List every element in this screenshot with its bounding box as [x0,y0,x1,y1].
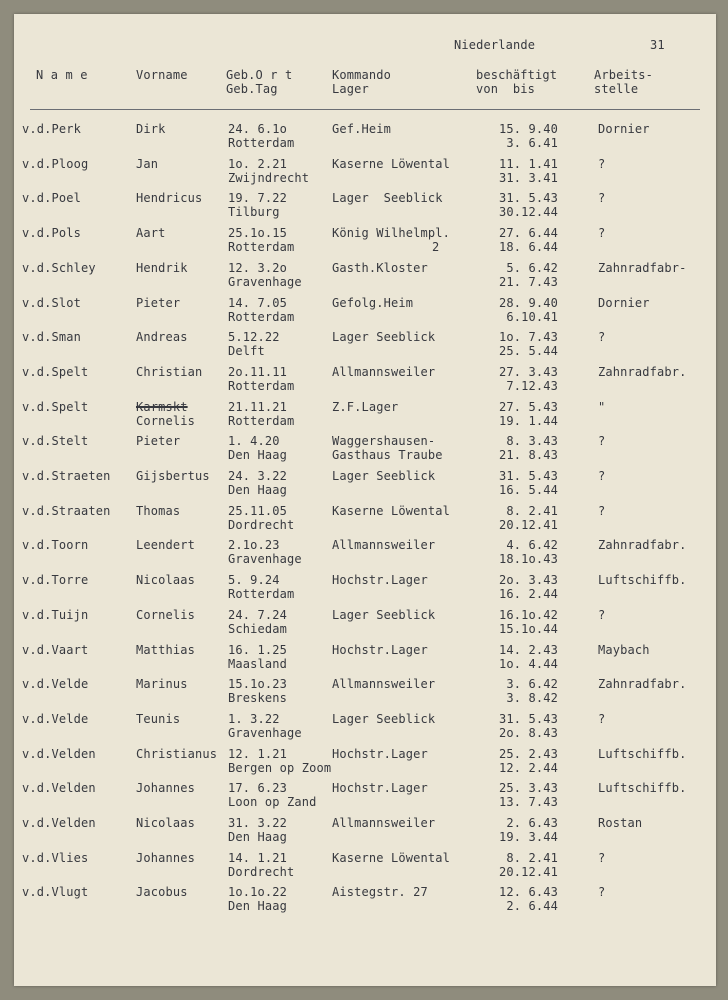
employed-from: 27. 3.43 [499,365,558,379]
column-header-vorname: Vorname [136,68,188,82]
workplace: Luftschiffb. [598,781,687,795]
birth-place: Rotterdam [228,310,295,324]
birth-place: Gravenhage [228,726,302,740]
person-firstname: Johannes [136,851,195,865]
birth-place: Maasland [228,657,287,671]
column-header-lager: Lager [332,82,369,96]
person-firstname: Pieter [136,296,181,310]
workplace: ? [598,851,606,865]
employed-until: 18. 6.44 [499,240,558,254]
kommando-lager: Lager Seeblick [332,191,443,205]
person-firstname: Nicolaas [136,816,195,830]
employed-until: 2o. 8.43 [499,726,558,740]
person-surname: v.d.Pols [22,226,81,240]
page-header: Niederlande [454,38,536,52]
employed-from: 31. 5.43 [499,712,558,726]
person-firstname: Teunis [136,712,181,726]
birth-place: Rotterdam [228,587,295,601]
kommando-lager-line2: 2 [432,240,440,254]
workplace: Luftschiffb. [598,747,687,761]
employed-until: 16. 5.44 [499,483,558,497]
birth-date: 2o.11.11 [228,365,287,379]
kommando-lager: Waggershausen- [332,434,436,448]
workplace: Zahnradfabr. [598,538,687,552]
employed-from: 2. 6.43 [506,816,558,830]
birth-place: Tilburg [228,205,280,219]
kommando-lager: König Wilhelmpl. [332,226,450,240]
birth-date: 14. 1.21 [228,851,287,865]
person-surname: v.d.Velde [22,712,89,726]
birth-place: Breskens [228,691,287,705]
workplace: ? [598,504,606,518]
birth-date: 1o. 2.21 [228,157,287,171]
person-firstname: Jacobus [136,885,188,899]
column-header-geb-ort: Geb.O r t [226,68,293,82]
person-firstname: Andreas [136,330,188,344]
employed-from: 4. 6.42 [506,538,558,552]
birth-date: 16. 1.25 [228,643,287,657]
employed-from: 25. 3.43 [499,781,558,795]
column-header-arbeitsstelle: Arbeits- [594,68,653,82]
workplace: ? [598,191,606,205]
kommando-lager: Allmannsweiler [332,365,436,379]
document-page [14,14,716,986]
kommando-lager: Gasth.Kloster [332,261,428,275]
employed-until: 21. 8.43 [499,448,558,462]
workplace: ? [598,157,606,171]
birth-place: Delft [228,344,265,358]
person-surname: v.d.Straaten [22,504,111,518]
kommando-lager: Kaserne Löwental [332,157,450,171]
kommando-lager-line2: Gasthaus Traube [332,448,443,462]
person-firstname: Hendrik [136,261,188,275]
birth-place: Gravenhage [228,552,302,566]
birth-date: 19. 7.22 [228,191,287,205]
kommando-lager: Lager Seeblick [332,712,436,726]
employed-until: 7.12.43 [506,379,558,393]
employed-until: 3. 6.41 [506,136,558,150]
person-surname: v.d.Perk [22,122,81,136]
birth-place: Loon op Zand [228,795,317,809]
employed-until: 31. 3.41 [499,171,558,185]
birth-date: 12. 1.21 [228,747,287,761]
employed-until: 25. 5.44 [499,344,558,358]
birth-place: Rotterdam [228,379,295,393]
person-surname: v.d.Torre [22,573,89,587]
birth-place: Dordrecht [228,518,295,532]
person-surname: v.d.Velden [22,747,96,761]
birth-place: Rotterdam [228,136,295,150]
person-surname: v.d.Spelt [22,365,89,379]
employed-from: 25. 2.43 [499,747,558,761]
person-surname: v.d.Ploog [22,157,89,171]
birth-date: 1o.1o.22 [228,885,287,899]
employed-from: 31. 5.43 [499,469,558,483]
birth-date: 1. 4.20 [228,434,280,448]
person-surname: v.d.Vlugt [22,885,89,899]
employed-from: 14. 2.43 [499,643,558,657]
person-surname: v.d.Sman [22,330,81,344]
person-surname: v.d.Straeten [22,469,111,483]
workplace: ? [598,712,606,726]
person-surname: v.d.Poel [22,191,81,205]
employed-from: 8. 2.41 [506,504,558,518]
birth-date: 25.11.05 [228,504,287,518]
workplace: ? [598,469,606,483]
person-surname: v.d.Spelt [22,400,89,414]
birth-date: 24. 7.24 [228,608,287,622]
person-surname: v.d.Vlies [22,851,89,865]
workplace: ? [598,226,606,240]
employed-from: 27. 6.44 [499,226,558,240]
kommando-lager: Kaserne Löwental [332,504,450,518]
kommando-lager: Allmannsweiler [332,816,436,830]
column-header-von-bis: von bis [476,82,535,96]
column-header-geb-tag: Geb.Tag [226,82,278,96]
workplace: Zahnradfabr- [598,261,687,275]
person-firstname: Leendert [136,538,195,552]
person-surname: v.d.Schley [22,261,96,275]
birth-date: 24. 3.22 [228,469,287,483]
kommando-lager: Hochstr.Lager [332,573,428,587]
workplace: Dornier [598,122,650,136]
birth-place: Dordrecht [228,865,295,879]
employed-until: 21. 7.43 [499,275,558,289]
kommando-lager: Z.F.Lager [332,400,399,414]
page-number: 31 [650,38,665,52]
birth-date: 15.1o.23 [228,677,287,691]
employed-from: 28. 9.40 [499,296,558,310]
birth-date: 21.11.21 [228,400,287,414]
person-surname: v.d.Stelt [22,434,89,448]
kommando-lager: Aistegstr. 27 [332,885,428,899]
person-surname: v.d.Slot [22,296,81,310]
person-firstname: Cornelis [136,414,195,428]
kommando-lager: Lager Seeblick [332,469,436,483]
birth-place: Bergen op Zoom [228,761,332,775]
birth-place: Den Haag [228,448,287,462]
employed-until: 6.10.41 [506,310,558,324]
person-surname: v.d.Velde [22,677,89,691]
person-firstname: Thomas [136,504,181,518]
column-header-stelle: stelle [594,82,639,96]
birth-date: 31. 3.22 [228,816,287,830]
person-surname: v.d.Velden [22,781,96,795]
employed-until: 13. 7.43 [499,795,558,809]
kommando-lager: Lager Seeblick [332,608,436,622]
kommando-lager: Allmannsweiler [332,677,436,691]
birth-place: Den Haag [228,830,287,844]
workplace: Zahnradfabr. [598,677,687,691]
header-divider [30,109,700,110]
kommando-lager: Gefolg.Heim [332,296,414,310]
column-header-name: N a m e [36,68,88,82]
employed-from: 8. 3.43 [506,434,558,448]
person-firstname: Johannes [136,781,195,795]
kommando-lager: Hochstr.Lager [332,747,428,761]
birth-date: 2.1o.23 [228,538,280,552]
column-header-beschaeftigt: beschäftigt [476,68,558,82]
birth-date: 5.12.22 [228,330,280,344]
kommando-lager: Gef.Heim [332,122,391,136]
birth-place: Den Haag [228,899,287,913]
employed-until: 30.12.44 [499,205,558,219]
birth-place: Schiedam [228,622,287,636]
birth-date: 14. 7.05 [228,296,287,310]
employed-until: 20.12.41 [499,865,558,879]
employed-until: 19. 3.44 [499,830,558,844]
employed-from: 11. 1.41 [499,157,558,171]
struck-out-firstname: Karmskt [136,400,188,414]
workplace: Dornier [598,296,650,310]
person-firstname: Aart [136,226,166,240]
kommando-lager: Kaserne Löwental [332,851,450,865]
workplace: ? [598,608,606,622]
person-firstname: Matthias [136,643,195,657]
birth-date: 25.1o.15 [228,226,287,240]
employed-from: 8. 2.41 [506,851,558,865]
employed-until: 19. 1.44 [499,414,558,428]
birth-place: Zwijndrecht [228,171,310,185]
employed-until: 2. 6.44 [506,899,558,913]
employed-from: 12. 6.43 [499,885,558,899]
employed-from: 1o. 7.43 [499,330,558,344]
employed-until: 20.12.41 [499,518,558,532]
birth-place: Gravenhage [228,275,302,289]
person-surname: v.d.Vaart [22,643,89,657]
kommando-lager: Hochstr.Lager [332,643,428,657]
birth-date: 12. 3.2o [228,261,287,275]
column-header-kommando: Kommando [332,68,391,82]
employed-from: 15. 9.40 [499,122,558,136]
employed-until: 18.1o.43 [499,552,558,566]
kommando-lager: Hochstr.Lager [332,781,428,795]
person-surname: v.d.Velden [22,816,96,830]
person-surname: v.d.Toorn [22,538,89,552]
birth-place: Rotterdam [228,240,295,254]
person-firstname: Pieter [136,434,181,448]
kommando-lager: Lager Seeblick [332,330,436,344]
workplace: ? [598,434,606,448]
employed-until: 16. 2.44 [499,587,558,601]
person-firstname: Marinus [136,677,188,691]
workplace: Maybach [598,643,650,657]
employed-from: 2o. 3.43 [499,573,558,587]
employed-from: 16.1o.42 [499,608,558,622]
birth-place: Rotterdam [228,414,295,428]
employed-from: 3. 6.42 [506,677,558,691]
birth-date: 5. 9.24 [228,573,280,587]
employed-until: 12. 2.44 [499,761,558,775]
workplace: ? [598,885,606,899]
person-firstname: Dirk [136,122,166,136]
person-firstname: Gijsbertus [136,469,210,483]
birth-date: 17. 6.23 [228,781,287,795]
workplace: Luftschiffb. [598,573,687,587]
person-firstname: Jan [136,157,159,171]
employed-until: 1o. 4.44 [499,657,558,671]
birth-place: Den Haag [228,483,287,497]
person-firstname: Nicolaas [136,573,195,587]
person-surname: v.d.Tuijn [22,608,89,622]
person-firstname: Christianus [136,747,218,761]
kommando-lager: Allmannsweiler [332,538,436,552]
employed-from: 5. 6.42 [506,261,558,275]
person-firstname: Cornelis [136,608,195,622]
employed-until: 3. 8.42 [506,691,558,705]
workplace: " [598,400,606,414]
employed-from: 31. 5.43 [499,191,558,205]
workplace: ? [598,330,606,344]
workplace: Rostan [598,816,643,830]
birth-date: 24. 6.1o [228,122,287,136]
employed-until: 15.1o.44 [499,622,558,636]
person-firstname: Christian [136,365,203,379]
workplace: Zahnradfabr. [598,365,687,379]
person-firstname: Hendricus [136,191,203,205]
employed-from: 27. 5.43 [499,400,558,414]
birth-date: 1. 3.22 [228,712,280,726]
